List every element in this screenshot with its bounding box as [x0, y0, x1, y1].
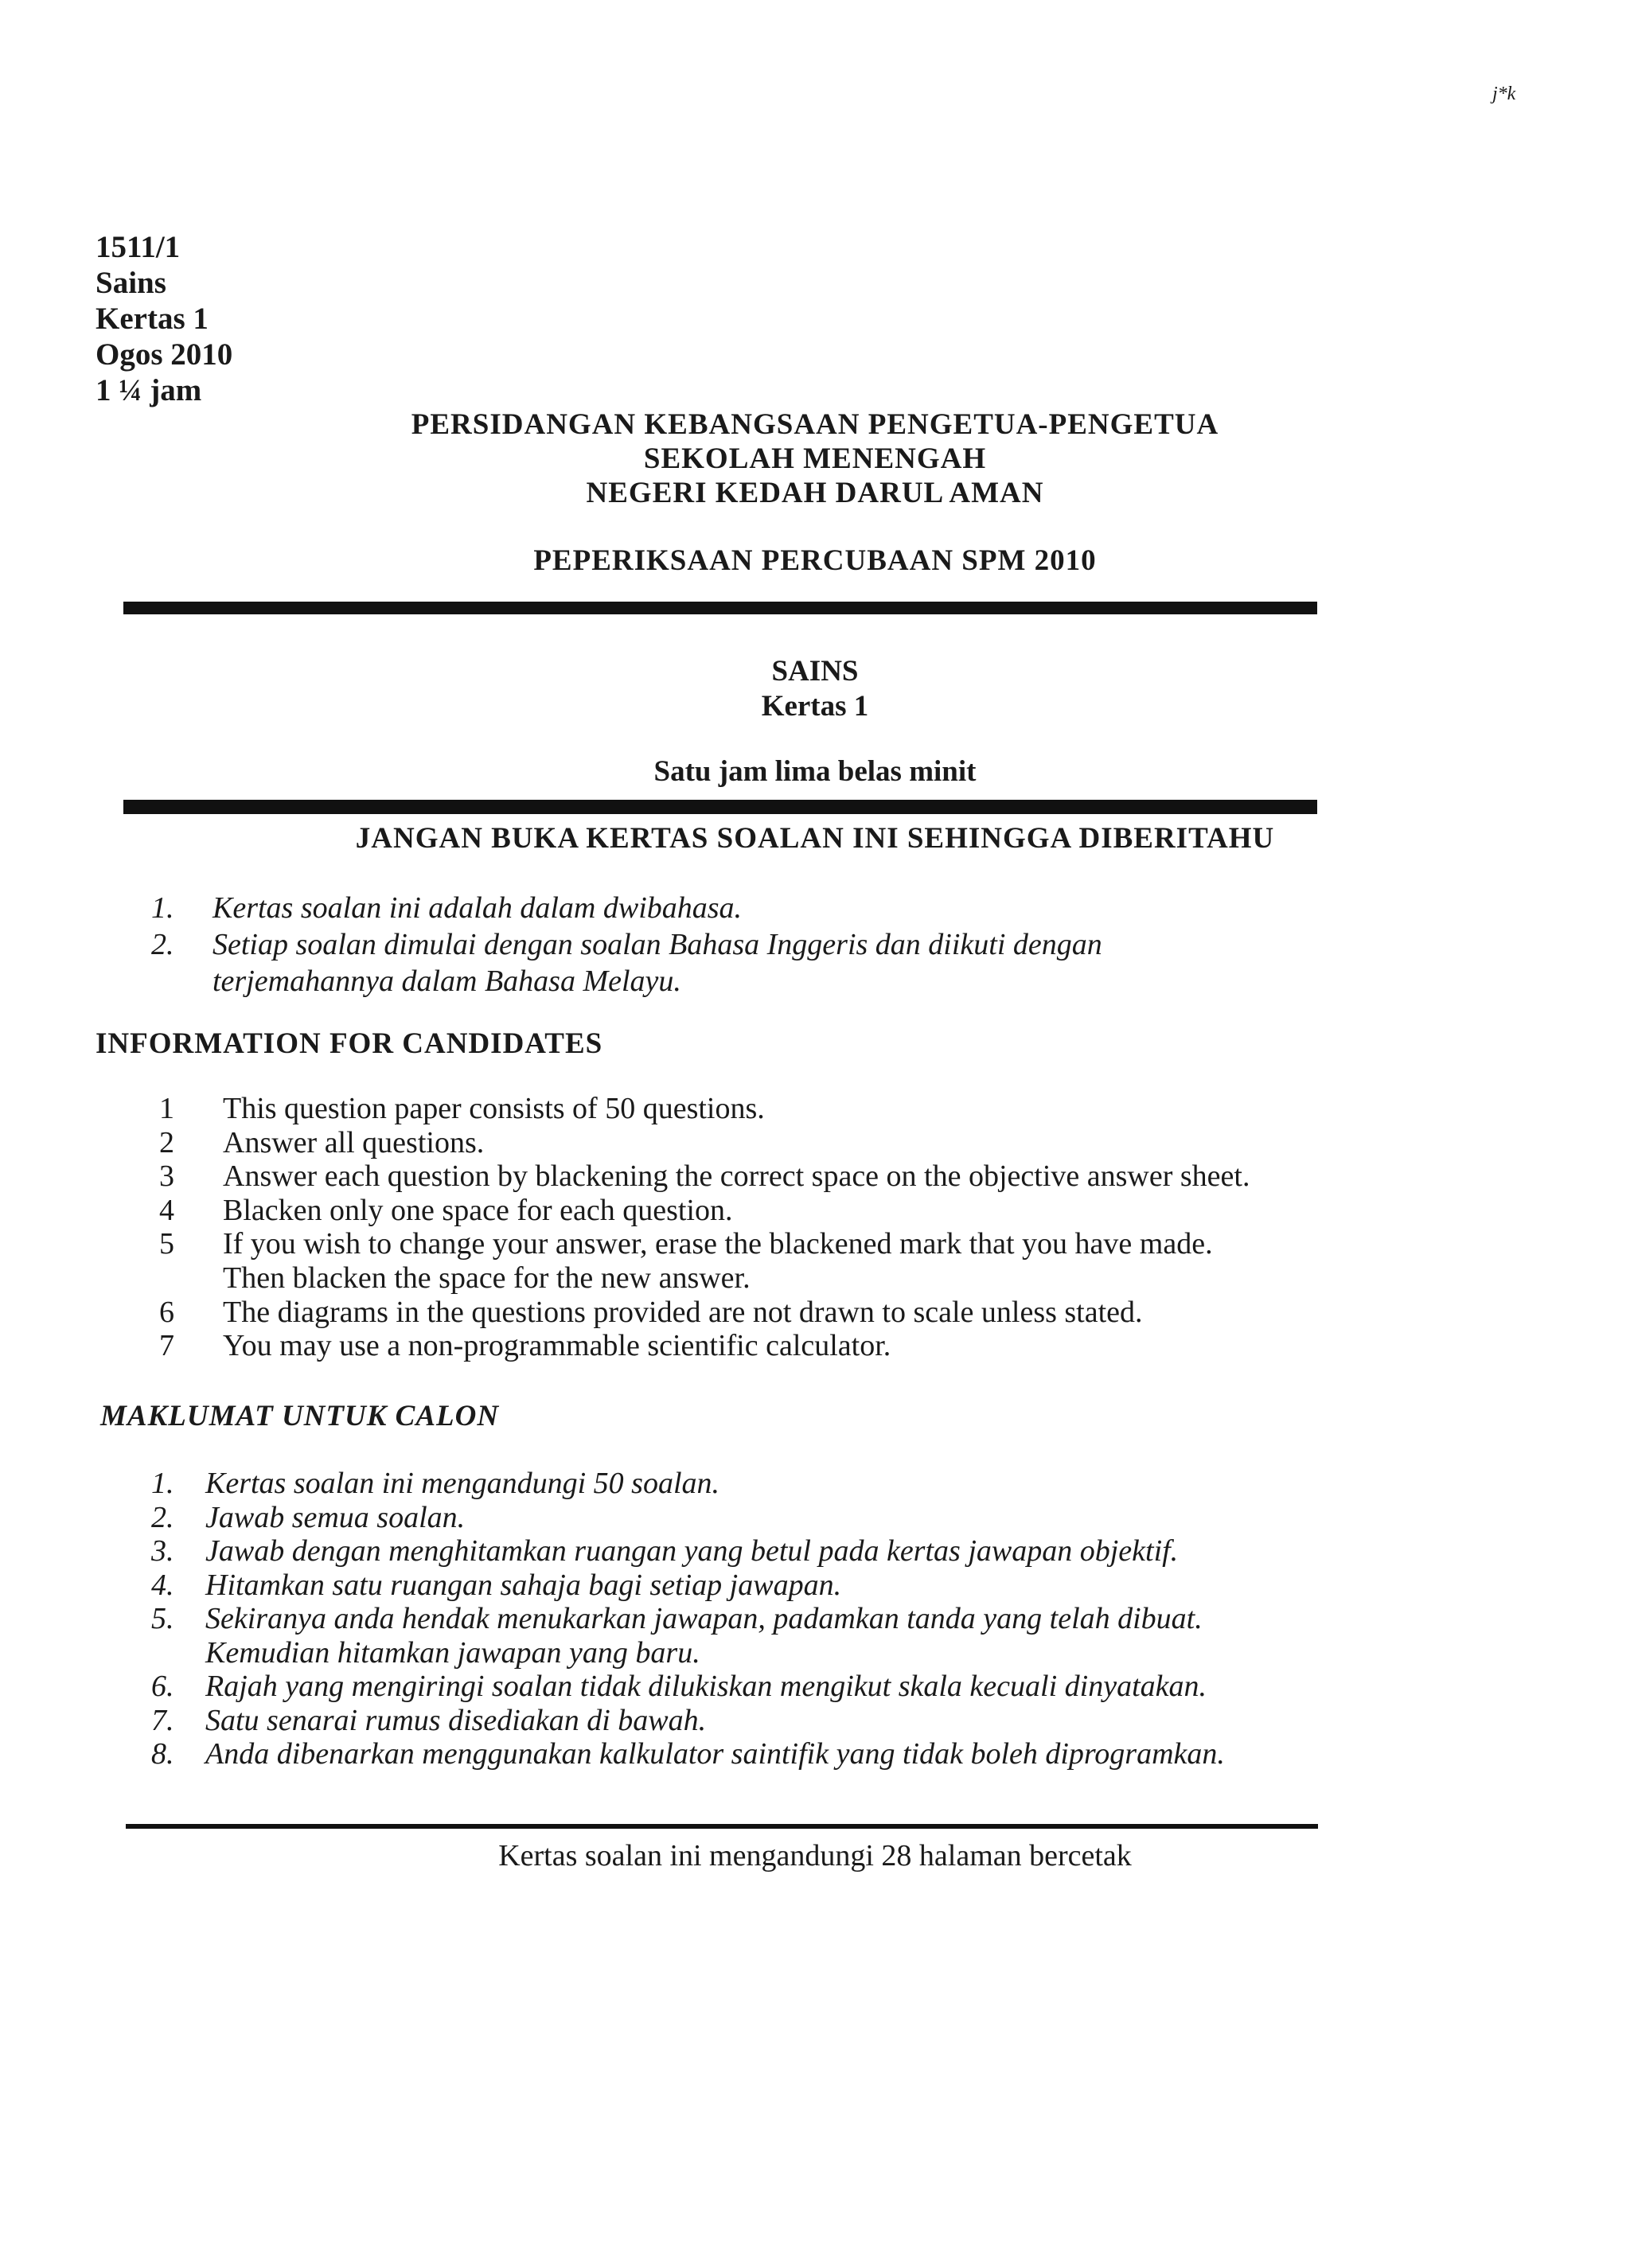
exam-title: PEPERIKSAAN PERCUBAAN SPM 2010 [533, 544, 1097, 577]
maklumat-text: Jawab dengan menghitamkan ruangan yang betul pada kertas jawapan objektif. [205, 1534, 1179, 1568]
maklumat-number: 3. [151, 1534, 174, 1568]
maklumat-item [151, 1704, 1225, 1738]
note-number: 2. [151, 928, 174, 961]
maklumat-number: 4. [151, 1568, 174, 1602]
maklumat-list [151, 1467, 1225, 1771]
maklumat-item [151, 1501, 1225, 1535]
info-text: Answer each question by blackening the correct space on the objective answer sheet. [223, 1159, 1250, 1194]
info-item [159, 1194, 1250, 1228]
info-number: 6 [159, 1295, 174, 1329]
info-number: 5 [159, 1227, 174, 1261]
note-item [151, 926, 1102, 1000]
info-item [159, 1092, 1250, 1126]
note-text-continued: terjemahannya dalam Bahasa Melayu. [213, 964, 681, 998]
info-text: The diagrams in the questions provided are not drawn to scale unless stated. [223, 1295, 1143, 1329]
paper-duration: 1 ¼ jam [96, 373, 202, 407]
info-text-continued: Then blacken the space for the new answer. [223, 1261, 751, 1295]
info-number: 4 [159, 1193, 174, 1227]
info-text: You may use a non-programmable scientific calculator. [223, 1329, 891, 1363]
info-number: 1 [159, 1092, 174, 1125]
info-text: This question paper consists of 50 questions. [223, 1092, 765, 1125]
maklumat-text: Hitamkan satu ruangan sahaja bagi setiap jawapan. [205, 1568, 842, 1602]
maklumat-number: 8. [151, 1737, 174, 1771]
info-number: 7 [159, 1329, 174, 1363]
maklumat-text: Jawab semua soalan. [205, 1500, 466, 1534]
note-text: Setiap soalan dimulai dengan soalan Bahasa Inggeris dan diikuti dengan [213, 928, 1102, 961]
maklumat-item [151, 1467, 1225, 1501]
info-text: Answer all questions. [223, 1125, 485, 1159]
middle-divider [123, 800, 1317, 814]
maklumat-number: 5. [151, 1602, 174, 1635]
note-item [151, 890, 1102, 926]
paper-subject: Sains [96, 266, 166, 300]
paper-identification [96, 229, 232, 408]
language-notes [151, 890, 1102, 1000]
info-number: 3 [159, 1159, 174, 1194]
info-item [159, 1227, 1250, 1295]
organization-line-2: SEKOLAH MENENGAH [643, 442, 987, 475]
maklumat-text: Anda dibenarkan menggunakan kalkulator saintifik yang tidak boleh diprogramkan. [205, 1737, 1225, 1771]
maklumat-item [151, 1737, 1225, 1771]
maklumat-text-continued: Kemudian hitamkan jawapan yang baru. [205, 1635, 700, 1670]
info-text: If you wish to change your answer, erase the blackened mark that you have made. [223, 1227, 1213, 1261]
bottom-divider [126, 1824, 1318, 1829]
maklumat-number: 2. [151, 1500, 174, 1534]
note-text: Kertas soalan ini adalah dalam dwibahasa. [213, 891, 743, 925]
page-count-footer: Kertas soalan ini mengandungi 28 halaman bercetak [498, 1839, 1132, 1872]
maklumat-number: 7. [151, 1703, 174, 1737]
paper-title: Kertas 1 [761, 690, 869, 723]
warning-notice: JANGAN BUKA KERTAS SOALAN INI SEHINGGA DIBERITAHU [355, 822, 1275, 855]
subject-title: SAINS [771, 655, 859, 688]
maklumat-number: 1. [151, 1467, 174, 1500]
organization-line-3: NEGERI KEDAH DARUL AMAN [586, 477, 1044, 509]
info-list [159, 1092, 1250, 1363]
paper-date: Ogos 2010 [96, 337, 233, 372]
info-item [159, 1159, 1250, 1194]
top-divider [123, 602, 1317, 614]
note-number: 1. [151, 891, 174, 925]
info-item [159, 1329, 1250, 1363]
corner-mark: j*k [1492, 84, 1516, 104]
maklumat-text: Rajah yang mengiringi soalan tidak dilukiskan mengikut skala kecuali dinyatakan. [205, 1670, 1207, 1703]
maklumat-text: Satu senarai rumus disediakan di bawah. [205, 1703, 707, 1737]
info-item [159, 1126, 1250, 1160]
info-heading: INFORMATION FOR CANDIDATES [96, 1027, 603, 1060]
maklumat-item [151, 1670, 1225, 1704]
paper-number: Kertas 1 [96, 302, 209, 336]
organization-line-1: PERSIDANGAN KEBANGSAAN PENGETUA-PENGETUA [411, 408, 1219, 441]
maklumat-item [151, 1602, 1225, 1670]
maklumat-number: 6. [151, 1670, 174, 1703]
maklumat-heading: MAKLUMAT UNTUK CALON [100, 1400, 500, 1432]
info-text: Blacken only one space for each question. [223, 1193, 733, 1227]
maklumat-text: Sekiranya anda hendak menukarkan jawapan, padamkan tanda yang telah dibuat. [205, 1602, 1203, 1635]
paper-code: 1511/1 [96, 230, 181, 264]
info-item [159, 1296, 1250, 1330]
maklumat-item [151, 1534, 1225, 1569]
maklumat-item [151, 1569, 1225, 1603]
info-number: 2 [159, 1125, 174, 1159]
maklumat-text: Kertas soalan ini mengandungi 50 soalan. [205, 1467, 720, 1500]
duration-words: Satu jam lima belas minit [653, 755, 977, 788]
